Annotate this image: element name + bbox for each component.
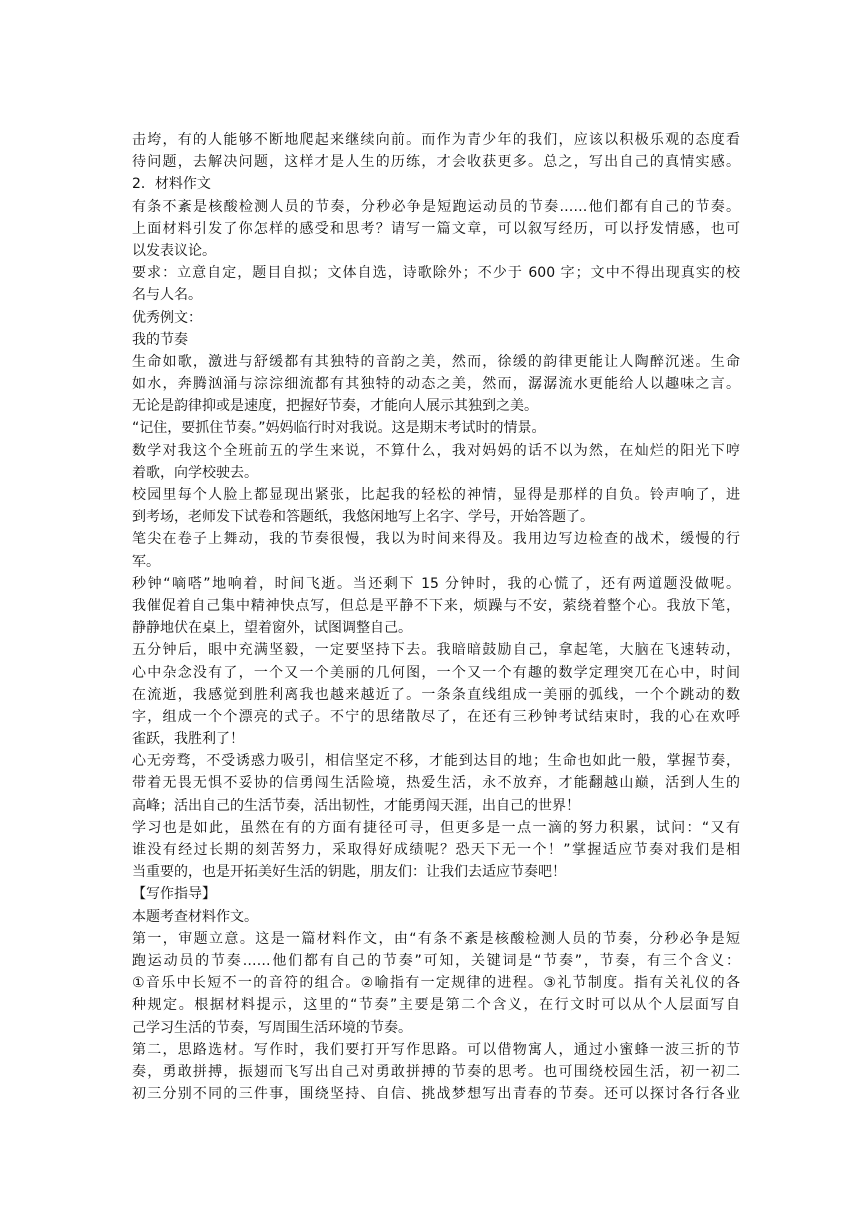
text-line: “记住，要抓住节奏。”妈妈临行时对我说。这是期末考试时的情景。 [132, 420, 546, 437]
text-line: 秒钟“嘀嗒”地响着，时间飞逝。当还剩下 15 分钟时，我的心慌了，还有两道题没做呢。 [132, 575, 740, 592]
text-line: 我的节奏 [132, 331, 188, 348]
text-line: 跑运动员的节奏……他们都有自己的节奏”可知，关键词是“节奏”，节奏，有三个含义： [132, 952, 740, 969]
text-line: 第一，审题立意。这是一篇材料作文，由“有条不紊是核酸检测人员的节奏，分秒必争是短 [132, 930, 740, 947]
text-line: 雀跃，我胜利了！ [132, 731, 244, 748]
text-line: 到考场，老师发下试卷和答题纸，我悠闲地写上名字、学号，开始答题了。 [132, 509, 594, 526]
text-line: 谁没有经过长期的刻苦努力，采取得好成绩呢？恐天下无一个！”掌握适应节奏对我们是相 [132, 842, 740, 858]
text-line: 本题考查材料作文。 [132, 908, 258, 925]
text-line: 上面材料引发了你怎样的感受和思考？请写一篇文章，可以叙写经历，可以抒发情感，也可 [132, 220, 740, 237]
text-line: 优秀例文： [132, 309, 202, 326]
text-line: 笔尖在卷子上舞动，我的节奏很慢，我以为时间来得及。我用边写边检查的战术，缓慢的行 [132, 531, 740, 548]
text-line: 初三分别不同的三件事，围绕坚持、自信、挑战梦想写出青春的节奏。还可以探讨各行各业 [132, 1086, 740, 1103]
text-line: 如水，奔腾汹涌与淙淙细流都有其独特的动态之美，然而，潺潺流水更能给人以趣味之言。 [132, 376, 740, 393]
text-line: 五分钟后，眼中充满坚毅，一定要坚持下去。我暗暗鼓励自己，拿起笔，大脑在飞速转动， [132, 642, 740, 659]
text-line: ①音乐中长短不一的音符的组合。②喻指有一定规律的进程。③礼节制度。指有关礼仪的各 [132, 975, 740, 992]
text-line: 军。 [132, 553, 160, 570]
text-line: 2．材料作文 [132, 176, 211, 193]
text-line: 己学习生活的节奏，写周围生活环境的节奏。 [132, 1019, 412, 1036]
text-line: 在流逝，我感觉到胜利离我也越来越近了。一条条直线组成一美丽的弧线，一个个跳动的数 [132, 686, 740, 703]
text-line: 静静地伏在桌上，望着窗外，试图调整自己。 [132, 620, 412, 637]
text-line: 高峰；活出自己的生活节奏，活出韧性，才能勇闯天涯，出自己的世界！ [132, 797, 580, 814]
text-line: 击垮，有的人能够不断地爬起来继续向前。而作为青少年的我们，应该以积极乐观的态度看 [132, 132, 740, 148]
text-line: 要求：立意自定，题目自拟；文体自选，诗歌除外；不少于 600 字；文中不得出现真实的校 [132, 265, 740, 282]
text-line: 我催促着自己集中精神快点写，但总是平静不下来，烦躁与不安，萦绕着整个心。我放下笔， [132, 597, 740, 614]
text-line: 以发表议论。 [132, 242, 216, 259]
text-line: 数学对我这个全班前五的学生来说，不算什么，我对妈妈的话不以为然，在灿烂的阳光下哼 [132, 442, 740, 459]
text-line: 带着无畏无惧不妥协的信勇闯生活险境，热爱生活，永不放弃，才能翻越山巅，活到人生的 [132, 775, 740, 792]
text-line: 名与人名。 [132, 287, 202, 304]
text-line: 有条不紊是核酸检测人员的节奏，分秒必争是短跑运动员的节奏……他们都有自己的节奏。 [132, 198, 740, 215]
document-body [132, 129, 740, 1105]
text-line: 校园里每个人脸上都显现出紧张，比起我的轻松的神情，显得是那样的自负。铃声响了，进 [132, 487, 740, 503]
text-line: 第二，思路选材。写作时，我们要打开写作思路。可以借物寓人，通过小蜜蜂一波三折的节 [132, 1041, 740, 1058]
text-line: 心中杂念没有了，一个又一个美丽的几何图，一个又一个有趣的数学定理突兀在心中，时间 [132, 664, 740, 681]
text-line: 种规定。根据材料提示，这里的“节奏”主要是第二个含义，在行文时可以从个人层面写自 [132, 997, 740, 1014]
text-line: 心无旁骛，不受诱惑力吸引，相信坚定不移，才能到达目的地；生命也如此一般，掌握节奏， [132, 753, 740, 770]
text-line: 当重要的，也是开拓美好生活的钥匙，朋友们：让我们去适应节奏吧！ [132, 864, 566, 881]
text-line: 待问题，去解决问题，这样才是人生的历练，才会收获更多。总之，写出自己的真情实感。 [132, 154, 740, 171]
text-line: 字，组成一个个漂亮的式子。不宁的思绪散尽了，在还有三秒钟考试结束时，我的心在欢呼 [132, 708, 740, 725]
text-line: 着歌，向学校驶去。 [132, 464, 258, 481]
text-line: 学习也是如此，虽然在有的方面有捷径可寻，但更多是一点一滴的努力积累，试问：“又有 [132, 819, 740, 836]
text-line: 奏，勇敢拼搏，振翅而飞写出自己对勇敢拼搏的节奏的思考。也可围绕校园生活，初一初二 [132, 1063, 740, 1080]
text-line: 【写作指导】 [132, 886, 216, 903]
text-line: 无论是韵律抑或是速度，把握好节奏，才能向人展示其独到之美。 [132, 398, 538, 415]
text-line: 生命如歌，激进与舒缓都有其独特的音韵之美，然而，徐缓的韵律更能让人陶醉沉迷。生命 [132, 353, 740, 370]
